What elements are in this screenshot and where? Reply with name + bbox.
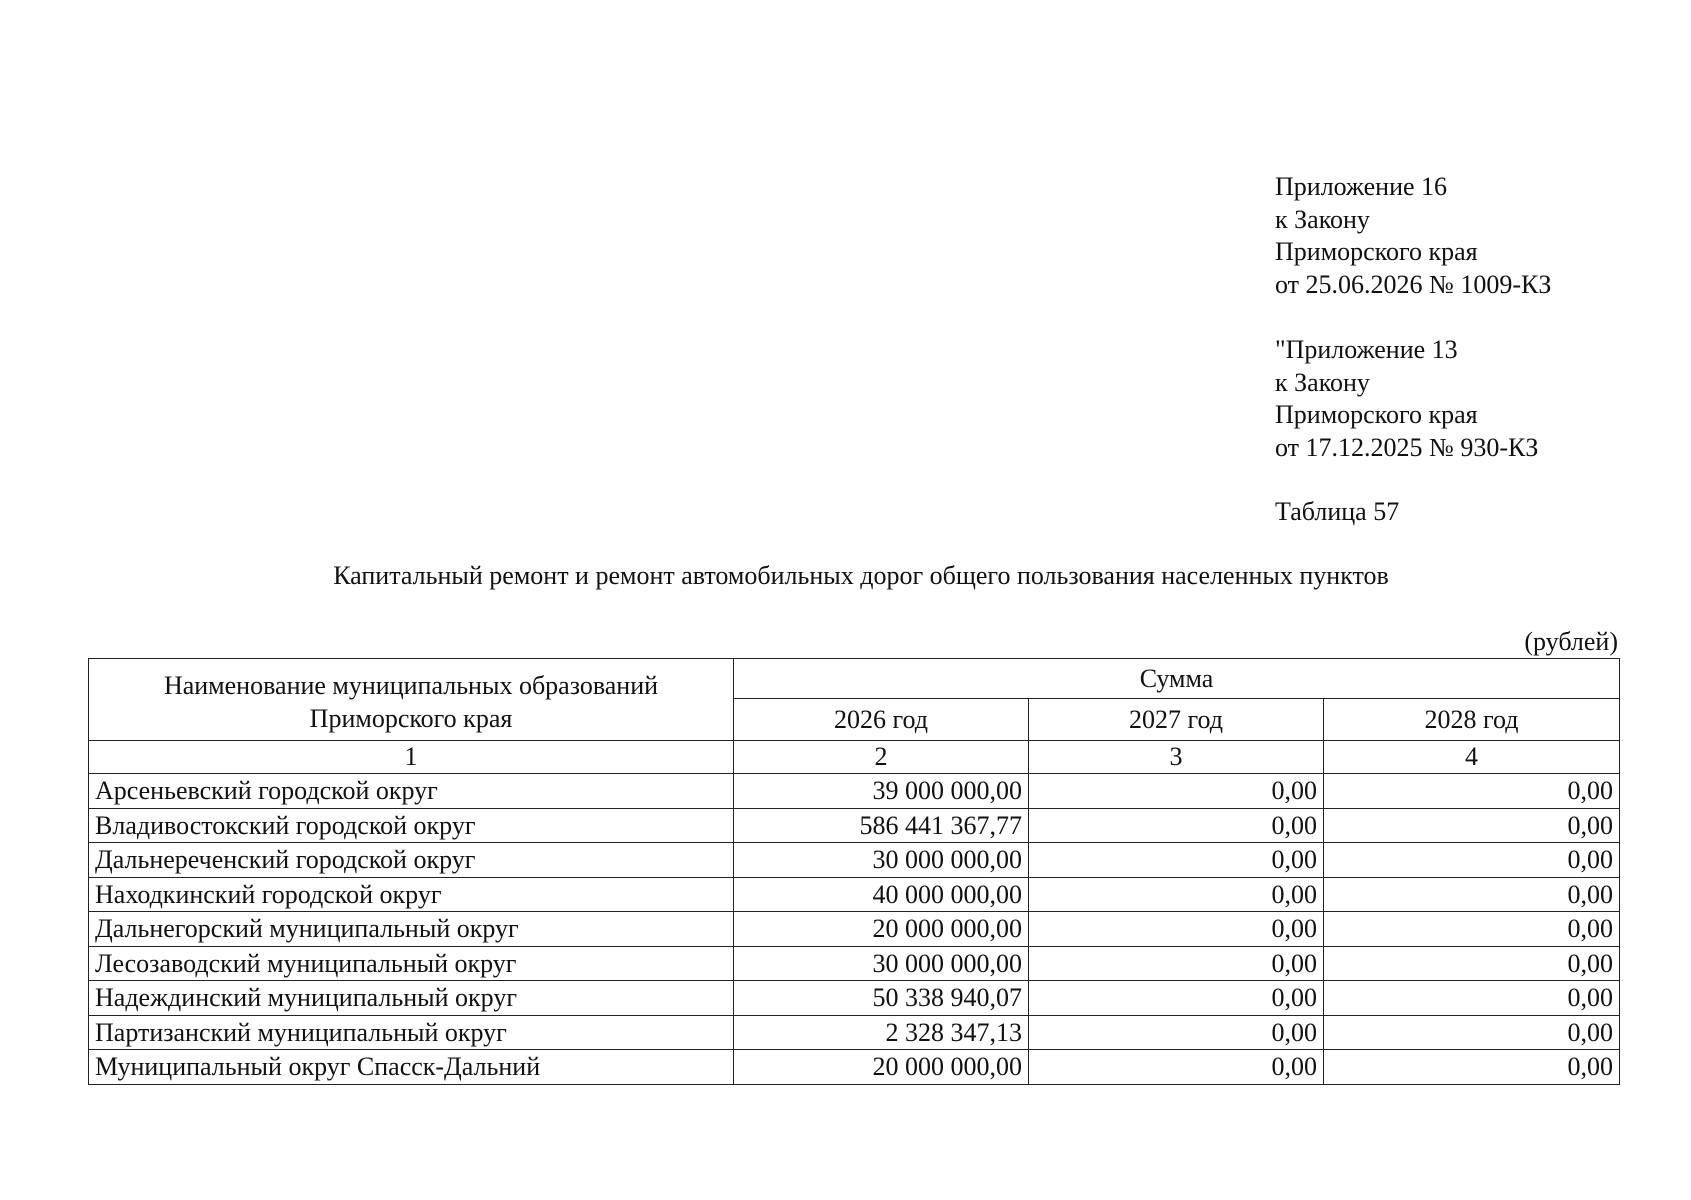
municipality-name: Лесозаводский муниципальный округ [89, 946, 734, 981]
header-year-2028: 2028 год [1324, 699, 1620, 741]
amount-2028: 0,00 [1324, 981, 1620, 1016]
table-row [89, 981, 1620, 1016]
amount-2027: 0,00 [1029, 946, 1324, 981]
table-label: Таблица 57 [1275, 497, 1400, 526]
header-municipality [89, 659, 734, 741]
table-row [89, 912, 1620, 947]
amount-2026: 2 328 347,13 [734, 1015, 1029, 1050]
municipality-name: Надеждинский муниципальный округ [89, 981, 734, 1016]
amount-2026: 40 000 000,00 [734, 877, 1029, 912]
amount-2028: 0,00 [1324, 877, 1620, 912]
column-number: 1 [89, 741, 734, 774]
amount-2028: 0,00 [1324, 1015, 1620, 1050]
quoted-appendix-line-4: от 17.12.2025 № 930-КЗ [1275, 432, 1539, 462]
quoted-appendix-line-3: Приморского края [1275, 400, 1478, 429]
amount-2026: 20 000 000,00 [734, 1050, 1029, 1085]
quoted-appendix-reference [1275, 334, 1538, 464]
municipality-name: Муниципальный округ Спасск-Дальний [89, 1050, 734, 1085]
amount-2028: 0,00 [1324, 1050, 1620, 1085]
amount-2028: 0,00 [1324, 808, 1620, 843]
amount-2028: 0,00 [1324, 912, 1620, 947]
municipality-name: Владивостокский городской округ [89, 808, 734, 843]
appendix-line-2: к Закону [1275, 204, 1370, 234]
quoted-appendix-line-2: к Закону [1275, 367, 1370, 397]
header-municipality-line-2: Приморского края [309, 704, 513, 733]
amount-2027: 0,00 [1029, 1050, 1324, 1085]
table-row [89, 1015, 1620, 1050]
document-title: Капитальный ремонт и ремонт автомобильных дорог общего пользования населенных пунктов [333, 561, 1389, 590]
municipality-name: Дальнегорский муниципальный округ [89, 912, 734, 947]
amount-2027: 0,00 [1029, 981, 1324, 1016]
amount-2028: 0,00 [1324, 774, 1620, 809]
table-row [89, 946, 1620, 981]
appendix-line-1: Приложение 16 [1275, 172, 1448, 201]
column-number: 4 [1324, 741, 1620, 774]
amount-2026: 39 000 000,00 [734, 774, 1029, 809]
amount-2026: 50 338 940,07 [734, 981, 1029, 1016]
amount-2027: 0,00 [1029, 877, 1324, 912]
amount-2026: 30 000 000,00 [734, 843, 1029, 878]
amount-2028: 0,00 [1324, 843, 1620, 878]
column-number: 3 [1029, 741, 1324, 774]
header-year-2027: 2027 год [1029, 699, 1324, 741]
amount-2027: 0,00 [1029, 1015, 1324, 1050]
table-row [89, 843, 1620, 878]
table-row [89, 1050, 1620, 1085]
table-row [89, 877, 1620, 912]
table-row [89, 774, 1620, 809]
amount-2027: 0,00 [1029, 912, 1324, 947]
municipality-name: Партизанский муниципальный округ [89, 1015, 734, 1050]
units-label: (рублей) [1524, 627, 1618, 656]
municipality-name: Дальнереченский городской округ [89, 843, 734, 878]
appendix-line-3: Приморского края [1275, 237, 1478, 266]
budget-table [88, 658, 1620, 1085]
amount-2026: 586 441 367,77 [734, 808, 1029, 843]
appendix-reference [1275, 171, 1551, 301]
header-year-2026: 2026 год [734, 699, 1029, 741]
amount-2028: 0,00 [1324, 946, 1620, 981]
amount-2027: 0,00 [1029, 774, 1324, 809]
header-sum: Сумма [734, 659, 1620, 699]
amount-2026: 20 000 000,00 [734, 912, 1029, 947]
column-numbers-row [89, 741, 1620, 774]
municipality-name: Арсеньевский городской округ [89, 774, 734, 809]
municipality-name: Находкинский городской округ [89, 877, 734, 912]
column-number: 2 [734, 741, 1029, 774]
amount-2026: 30 000 000,00 [734, 946, 1029, 981]
appendix-line-4: от 25.06.2026 № 1009-КЗ [1275, 269, 1552, 299]
table-row [89, 808, 1620, 843]
quoted-appendix-line-1: "Приложение 13 [1275, 335, 1458, 364]
amount-2027: 0,00 [1029, 808, 1324, 843]
header-municipality-line-1: Наименование муниципальных образований [163, 671, 659, 700]
header-row [89, 659, 1620, 699]
amount-2027: 0,00 [1029, 843, 1324, 878]
